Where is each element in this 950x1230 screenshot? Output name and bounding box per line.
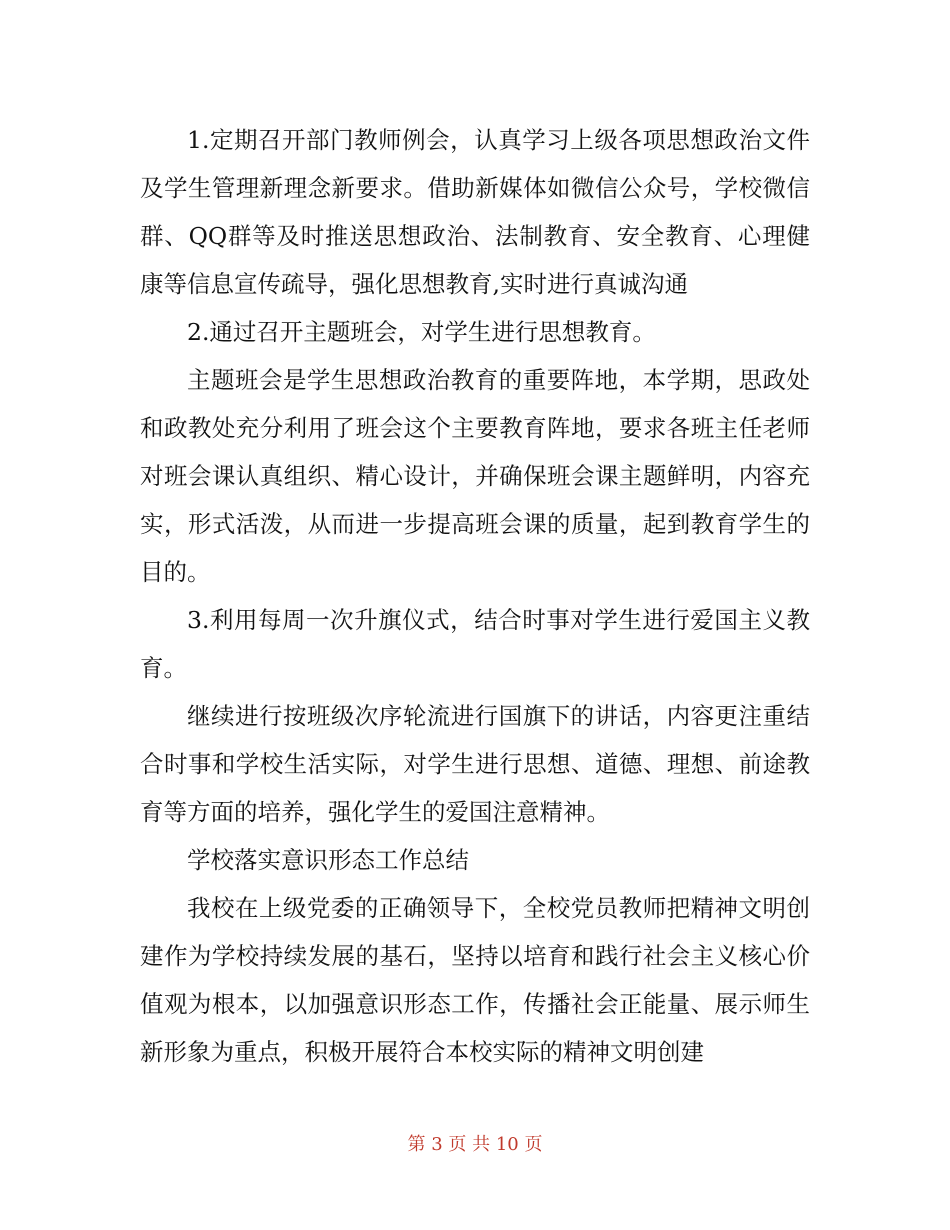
page-number-footer: 第 3 页 共 10 页 <box>407 1134 543 1155</box>
paragraph-item-1: 1.定期召开部门教师例会，认真学习上级各项思想政治文件及学生管理新理念新要求。借助新媒体如微信公众号，学校微信群、QQ群等及时推送思想政治、法制教育、安全教育、心理健康等信息宣传疏导，强化思想教育,实时进行真诚沟通 <box>140 126 810 298</box>
paragraph-item-2: 2.通过召开主题班会，对学生进行思想教育。 <box>187 318 656 346</box>
section-heading: 学校落实意识形态工作总结 <box>187 846 469 874</box>
paragraph-item-3: 3.利用每周一次升旗仪式，结合时事对学生进行爱国主义教育。 <box>140 606 810 682</box>
paragraph-class-meeting: 主题班会是学生思想政治教育的重要阵地，本学期，思政处和政教处充分利用了班会这个主要教育阵地，要求各班主任老师对班会课认真组织、精心设计，并确保班会课主题鲜明，内容充实，形式活泼，从而进一步提高班会课的质量，起到教育学生的目的。 <box>140 366 810 586</box>
document-body <box>140 116 810 1076</box>
paragraph-summary: 我校在上级党委的正确领导下，全校党员教师把精神文明创建作为学校持续发展的基石，坚持以培育和践行社会主义核心价值观为根本，以加强意识形态工作，传播社会正能量、展示师生新形象为重点，积极开展符合本校实际的精神文明创建 <box>140 894 810 1066</box>
paragraph-flag-speech: 继续进行按班级次序轮流进行国旗下的讲话，内容更注重结合时事和学校生活实际，对学生进行思想、道德、理想、前途教育等方面的培养，强化学生的爱国注意精神。 <box>140 702 810 826</box>
